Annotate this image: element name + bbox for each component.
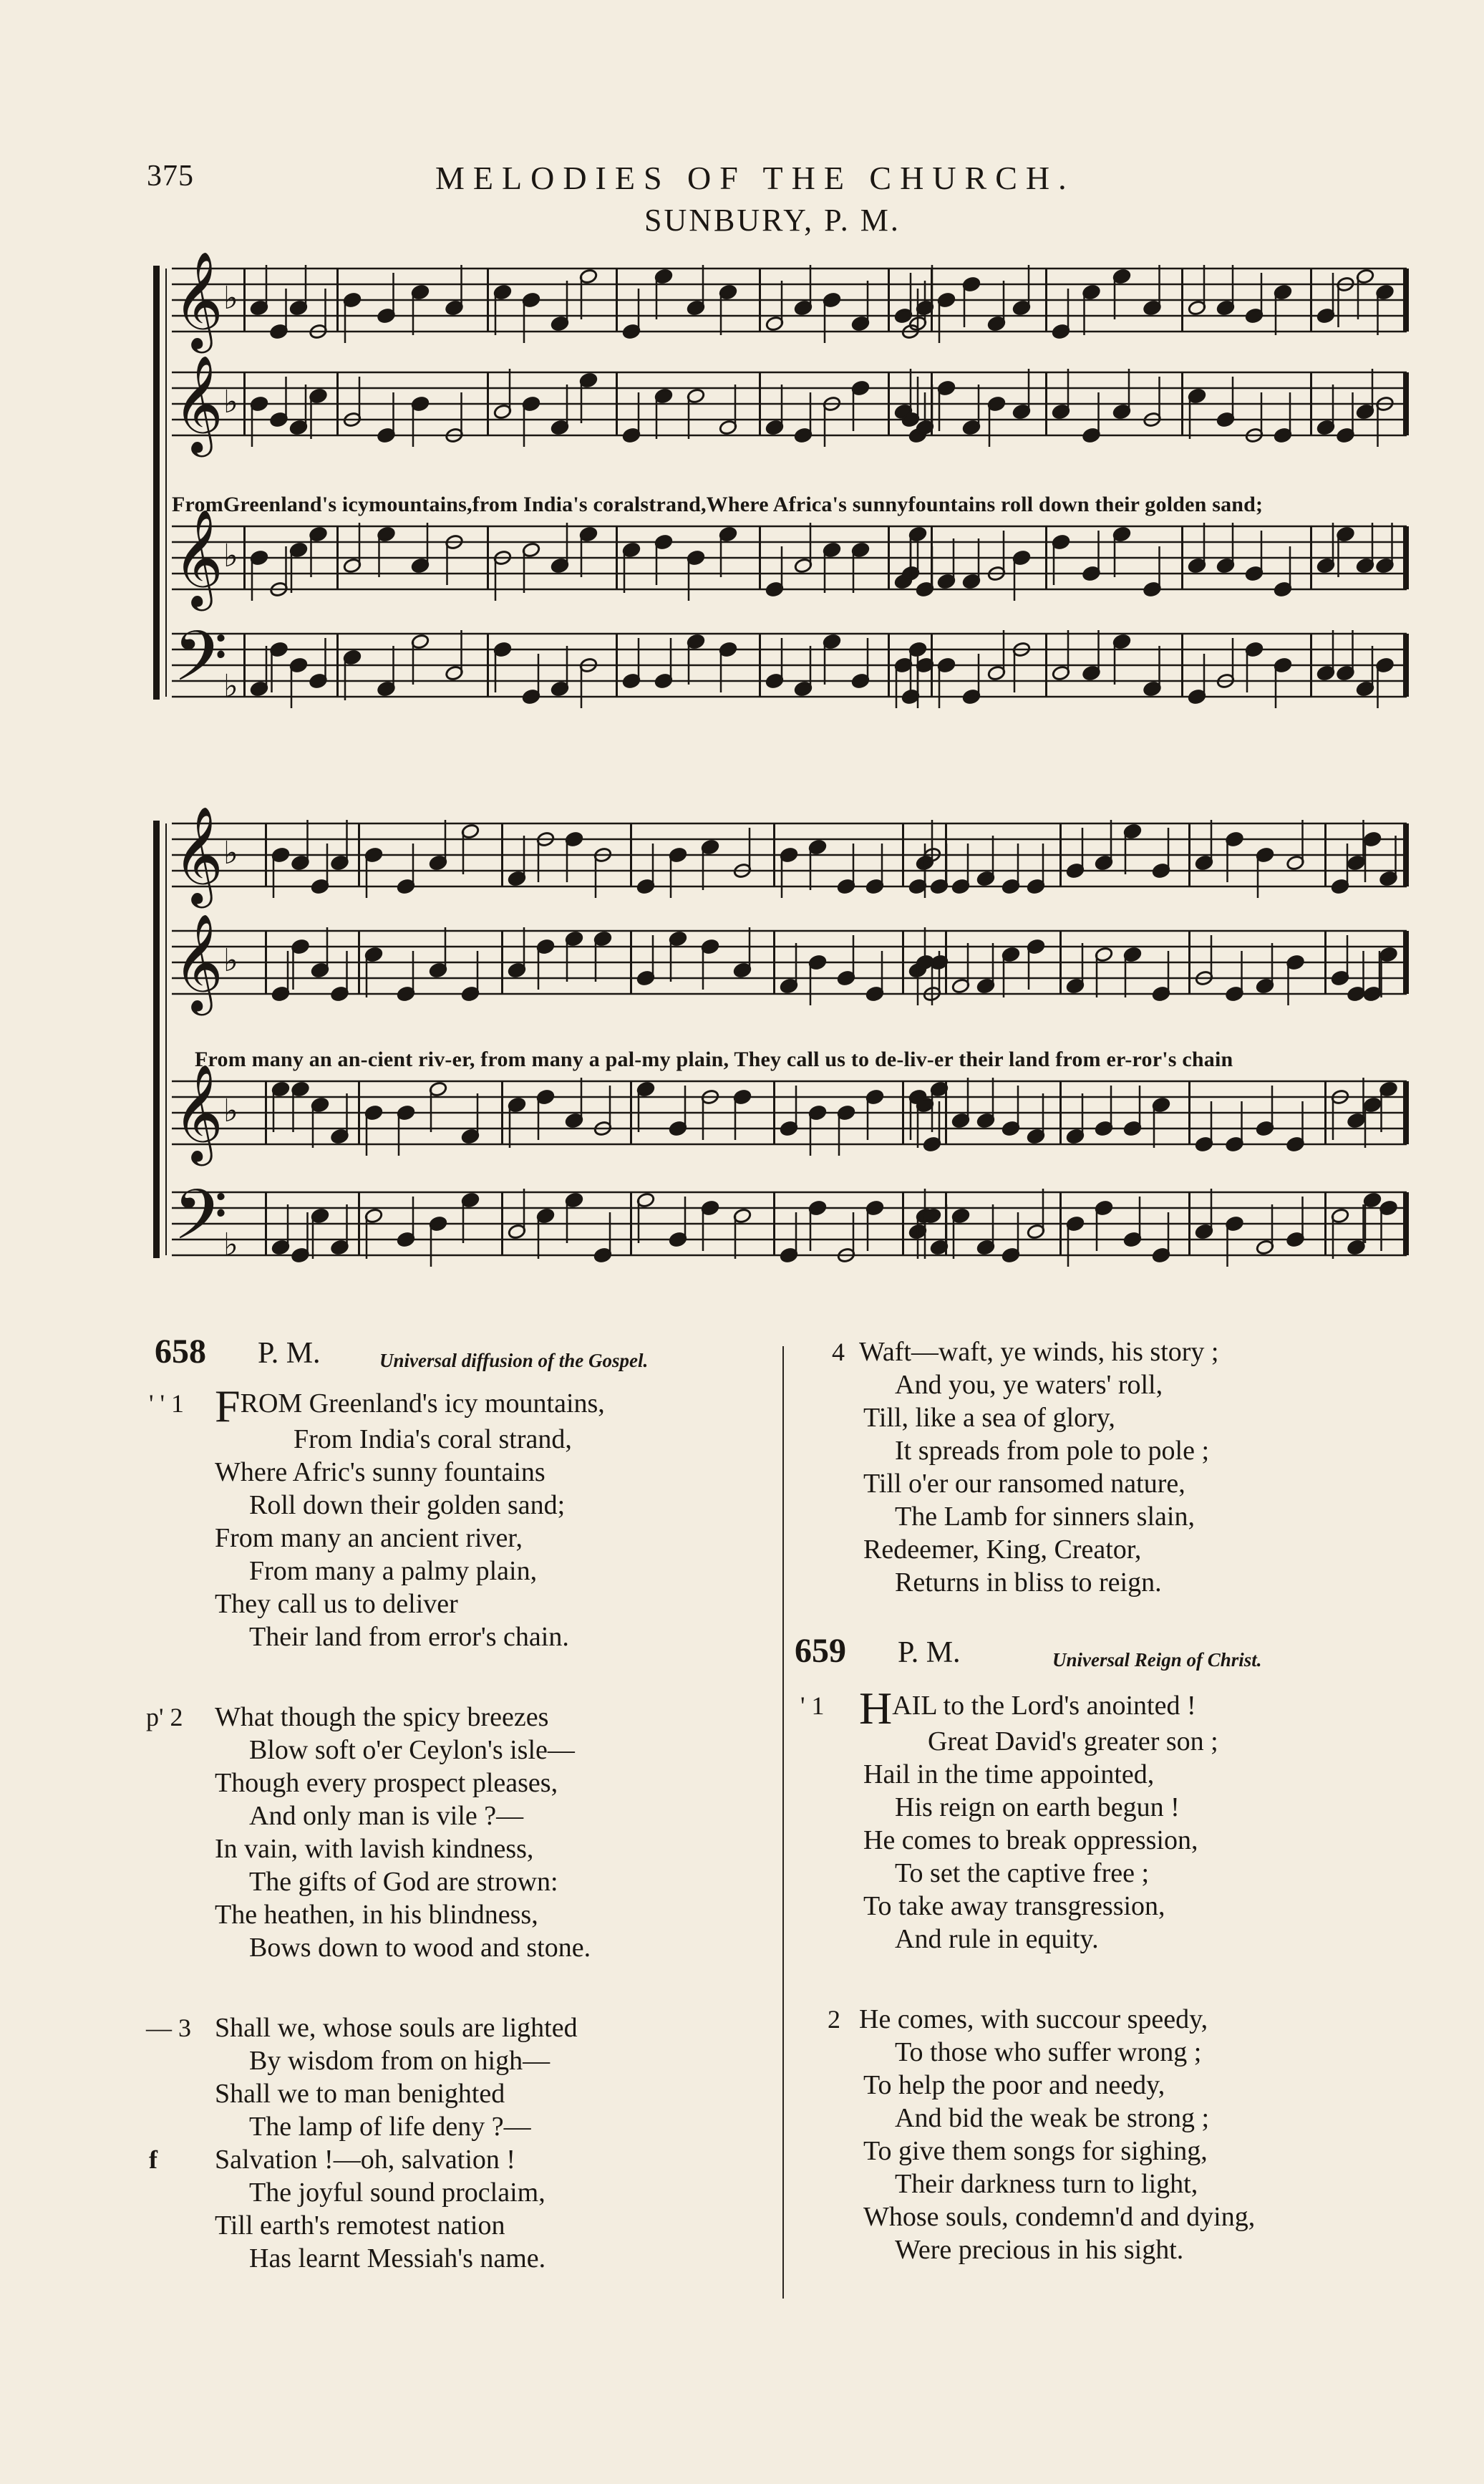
verse-line: Shall we to man benighted bbox=[215, 2079, 505, 2109]
treble-clef: 𝄞 bbox=[173, 912, 223, 1011]
flat-sign: ♭ bbox=[223, 942, 238, 979]
verse-line: The heathen, in his blindness, bbox=[215, 1900, 538, 1930]
music-lyric-line-1: FromGreenland's icymountains,from India's coralstrand,Where Africa's sunnyfountains roll down their golden sand; bbox=[172, 493, 1264, 516]
flat-sign: ♭ bbox=[223, 384, 238, 420]
bar-line bbox=[1059, 931, 1062, 994]
bar-line bbox=[265, 1192, 267, 1255]
bar-line bbox=[1324, 1081, 1327, 1144]
bar-line bbox=[243, 269, 246, 332]
bar-line bbox=[1181, 634, 1183, 697]
hymn-number: 659 bbox=[795, 1632, 846, 1670]
bar-line bbox=[265, 931, 267, 994]
bar-line bbox=[759, 634, 761, 697]
verse-marks: ' ' 1 bbox=[149, 1389, 184, 1418]
verse-line: Bows down to wood and stone. bbox=[249, 1933, 591, 1963]
bar-line bbox=[336, 526, 339, 589]
bar-line bbox=[1059, 1081, 1062, 1144]
verse-line: To those who suffer wrong ; bbox=[895, 2037, 1202, 2067]
verse-line: From many a palmy plain, bbox=[249, 1556, 538, 1586]
verse-line: Whose souls, condemn'd and dying, bbox=[863, 2202, 1256, 2232]
bar-line bbox=[501, 1081, 503, 1144]
bar-line bbox=[773, 1081, 775, 1144]
bar-line bbox=[243, 526, 246, 589]
bar-line bbox=[265, 823, 267, 886]
bass-clef: 𝄢 bbox=[173, 1174, 228, 1272]
bar-line bbox=[1045, 526, 1047, 589]
bass-clef: 𝄢 bbox=[173, 615, 228, 714]
bar-line bbox=[1045, 269, 1047, 332]
bar-line bbox=[902, 931, 904, 994]
hymn-meter: P. M. bbox=[898, 1636, 961, 1669]
hymn-658-heading bbox=[143, 1335, 773, 1373]
flat-sign: ♭ bbox=[223, 538, 238, 574]
bar-line bbox=[630, 823, 632, 886]
verse-line: Salvation !—oh, salvation ! bbox=[215, 2145, 516, 2175]
bar-line bbox=[1324, 1192, 1327, 1255]
verse-line: Where Afric's sunny fountains bbox=[215, 1457, 545, 1487]
bar-line bbox=[902, 823, 904, 886]
hymn-meter: P. M. bbox=[258, 1337, 321, 1370]
drop-cap: F bbox=[215, 1381, 241, 1431]
page-number: 375 bbox=[147, 160, 194, 193]
running-title: MELODIES OF THE CHURCH. bbox=[435, 160, 1075, 196]
bar-line bbox=[616, 634, 618, 697]
bar-line bbox=[1188, 1081, 1190, 1144]
verse-marks: p' 2 bbox=[146, 1703, 183, 1731]
bar-line bbox=[265, 1081, 267, 1144]
bar-line bbox=[358, 1192, 360, 1255]
verse-line: Though every prospect pleases, bbox=[215, 1768, 558, 1798]
bar-line bbox=[1403, 823, 1409, 886]
bar-line bbox=[1188, 823, 1190, 886]
bar-line bbox=[1059, 823, 1062, 886]
bar-line bbox=[902, 1192, 904, 1255]
bar-line bbox=[1403, 269, 1409, 332]
verse-line: His reign on earth begun ! bbox=[895, 1792, 1180, 1822]
stanza-1 bbox=[143, 1381, 773, 1653]
verse-line: In vain, with lavish kindness, bbox=[215, 1834, 534, 1864]
tune-title: SUNBURY, P. M. bbox=[644, 203, 901, 238]
verse-line: FROM Greenland's icy mountains, bbox=[215, 1381, 605, 1431]
bar-line bbox=[1181, 269, 1183, 332]
bar-line bbox=[1045, 634, 1047, 697]
bar-line bbox=[773, 1192, 775, 1255]
verse-line: Shall we, whose souls are lighted bbox=[215, 2013, 578, 2043]
bar-line bbox=[630, 1081, 632, 1144]
verse-line: From India's coral strand, bbox=[294, 1424, 572, 1454]
verse-line: Were precious in his sight. bbox=[895, 2235, 1184, 2265]
treble-clef: 𝄞 bbox=[173, 508, 223, 606]
verse-line: Their land from error's chain. bbox=[249, 1622, 569, 1652]
verse-line: It spreads from pole to pole ; bbox=[895, 1436, 1210, 1466]
verse-line: And rule in equity. bbox=[895, 1924, 1099, 1954]
bar-line bbox=[888, 269, 890, 332]
verse-line: Redeemer, King, Creator, bbox=[863, 1535, 1142, 1565]
verse-line: Till, like a sea of glory, bbox=[863, 1403, 1115, 1433]
bar-line bbox=[358, 931, 360, 994]
verse-line: And bid the weak be strong ; bbox=[895, 2103, 1210, 2133]
bar-line bbox=[773, 931, 775, 994]
treble-clef: 𝄞 bbox=[173, 250, 223, 349]
bar-line bbox=[630, 1192, 632, 1255]
bar-line bbox=[487, 372, 489, 435]
bar-line bbox=[1045, 372, 1047, 435]
bar-line bbox=[243, 634, 246, 697]
verse-line: To help the poor and needy, bbox=[863, 2070, 1165, 2100]
verse-line: To take away transgression, bbox=[863, 1891, 1165, 1921]
verse-line: By wisdom from on high— bbox=[249, 2046, 551, 2076]
flat-sign: ♭ bbox=[223, 1227, 238, 1263]
verse-line: What though the spicy breezes bbox=[215, 1702, 549, 1732]
bar-line bbox=[759, 269, 761, 332]
verse-line: Roll down their golden sand; bbox=[249, 1490, 566, 1520]
verse-line: They call us to deliver bbox=[215, 1589, 458, 1619]
bar-line bbox=[358, 1081, 360, 1144]
bar-line bbox=[1403, 372, 1409, 435]
verse-line: The joyful sound proclaim, bbox=[249, 2178, 545, 2208]
bar-line bbox=[888, 372, 890, 435]
system-bracket bbox=[153, 821, 160, 1258]
verse-line: HAIL to the Lord's anointed ! bbox=[859, 1683, 1196, 1734]
hymn-number: 658 bbox=[155, 1333, 206, 1371]
treble-clef: 𝄞 bbox=[173, 805, 223, 904]
verse-line: To set the captive free ; bbox=[895, 1858, 1150, 1888]
bar-line bbox=[243, 372, 246, 435]
verse-line: Till earth's remotest nation bbox=[215, 2210, 505, 2241]
bar-line bbox=[1310, 526, 1312, 589]
hymn-subject: Universal Reign of Christ. bbox=[1052, 1649, 1262, 1671]
system-bracket bbox=[153, 266, 160, 700]
bar-line bbox=[1181, 526, 1183, 589]
bar-line bbox=[1403, 526, 1409, 589]
bar-line bbox=[888, 634, 890, 697]
verse-line: From many an ancient river, bbox=[215, 1523, 523, 1553]
hymn-subject: Universal diffusion of the Gospel. bbox=[379, 1350, 649, 1371]
verse-marks: — 3 bbox=[146, 2014, 191, 2042]
verse-line: Till o'er our ransomed nature, bbox=[863, 1469, 1185, 1499]
treble-clef: 𝄞 bbox=[173, 354, 223, 453]
bar-line bbox=[1403, 1192, 1409, 1255]
bar-line bbox=[616, 526, 618, 589]
verse-line: He comes, with succour speedy, bbox=[859, 2004, 1208, 2034]
verse-line: Has learnt Messiah's name. bbox=[249, 2243, 546, 2273]
dynamic-forte: f bbox=[149, 2145, 157, 2174]
flat-sign: ♭ bbox=[223, 835, 238, 871]
verse-line: Returns in bliss to reign. bbox=[895, 1567, 1162, 1598]
bar-line bbox=[358, 823, 360, 886]
right-column bbox=[795, 1335, 1425, 2266]
bar-line bbox=[1188, 1192, 1190, 1255]
verse-line: And only man is vile ?— bbox=[249, 1801, 524, 1831]
bar-line bbox=[1403, 634, 1409, 697]
stanza-3 bbox=[143, 2011, 773, 2275]
verse-line: And you, ye waters' roll, bbox=[895, 1370, 1163, 1400]
bar-line bbox=[1310, 634, 1312, 697]
verse-line: Blow soft o'er Ceylon's isle— bbox=[249, 1735, 575, 1765]
music-lyric-line-2: From many an an-cient riv-er, from many a pal-my plain, They call us to de-liv-er their land from er-ror's chain bbox=[195, 1048, 1233, 1071]
bar-line bbox=[501, 931, 503, 994]
left-column bbox=[143, 1335, 773, 2275]
bar-line bbox=[1324, 931, 1327, 994]
verse-line: He comes to break oppression, bbox=[863, 1825, 1198, 1855]
stanza-1 bbox=[795, 1683, 1425, 1956]
bar-line bbox=[501, 1192, 503, 1255]
verse-marks: 4 bbox=[832, 1338, 845, 1366]
column-divider bbox=[782, 1346, 784, 2299]
flat-sign: ♭ bbox=[223, 668, 238, 705]
bar-line bbox=[336, 372, 339, 435]
treble-clef: 𝄞 bbox=[173, 1063, 223, 1161]
bar-line bbox=[888, 526, 890, 589]
bar-line bbox=[501, 823, 503, 886]
bar-line bbox=[1310, 372, 1312, 435]
bar-line bbox=[1059, 1192, 1062, 1255]
verse-line: To give them songs for sighing, bbox=[863, 2136, 1208, 2166]
verse-line: Waft—waft, ye winds, his story ; bbox=[859, 1337, 1219, 1367]
drop-cap: H bbox=[859, 1683, 893, 1734]
verse-line: The gifts of God are strown: bbox=[249, 1867, 558, 1897]
stanza-2 bbox=[795, 2003, 1425, 2266]
verse-marks: 2 bbox=[828, 2005, 840, 2034]
verse-line: The Lamb for sinners slain, bbox=[895, 1502, 1195, 1532]
bar-line bbox=[1324, 823, 1327, 886]
verse-line: Great David's greater son ; bbox=[928, 1726, 1218, 1756]
bar-line bbox=[630, 931, 632, 994]
bar-line bbox=[1403, 1081, 1409, 1144]
bar-line bbox=[1403, 931, 1409, 994]
hymn-659-heading bbox=[795, 1632, 1425, 1672]
stanza-4 bbox=[795, 1335, 1425, 1599]
verse-line: Hail in the time appointed, bbox=[863, 1759, 1155, 1789]
bar-line bbox=[759, 372, 761, 435]
bar-line bbox=[616, 372, 618, 435]
bar-line bbox=[487, 526, 489, 589]
bar-line bbox=[1188, 931, 1190, 994]
bar-line bbox=[616, 269, 618, 332]
bar-line bbox=[487, 269, 489, 332]
flat-sign: ♭ bbox=[223, 280, 238, 316]
bar-line bbox=[1181, 372, 1183, 435]
bar-line bbox=[487, 634, 489, 697]
bar-line bbox=[336, 634, 339, 697]
stanza-2 bbox=[143, 1701, 773, 1964]
bar-line bbox=[336, 269, 339, 332]
flat-sign: ♭ bbox=[223, 1093, 238, 1129]
verse-line: Their darkness turn to light, bbox=[895, 2169, 1198, 2199]
verse-line: The lamp of life deny ?— bbox=[249, 2112, 531, 2142]
verse-marks: ' 1 bbox=[800, 1691, 825, 1720]
bar-line bbox=[759, 526, 761, 589]
bar-line bbox=[902, 1081, 904, 1144]
bar-line bbox=[1310, 269, 1312, 332]
bar-line bbox=[773, 823, 775, 886]
